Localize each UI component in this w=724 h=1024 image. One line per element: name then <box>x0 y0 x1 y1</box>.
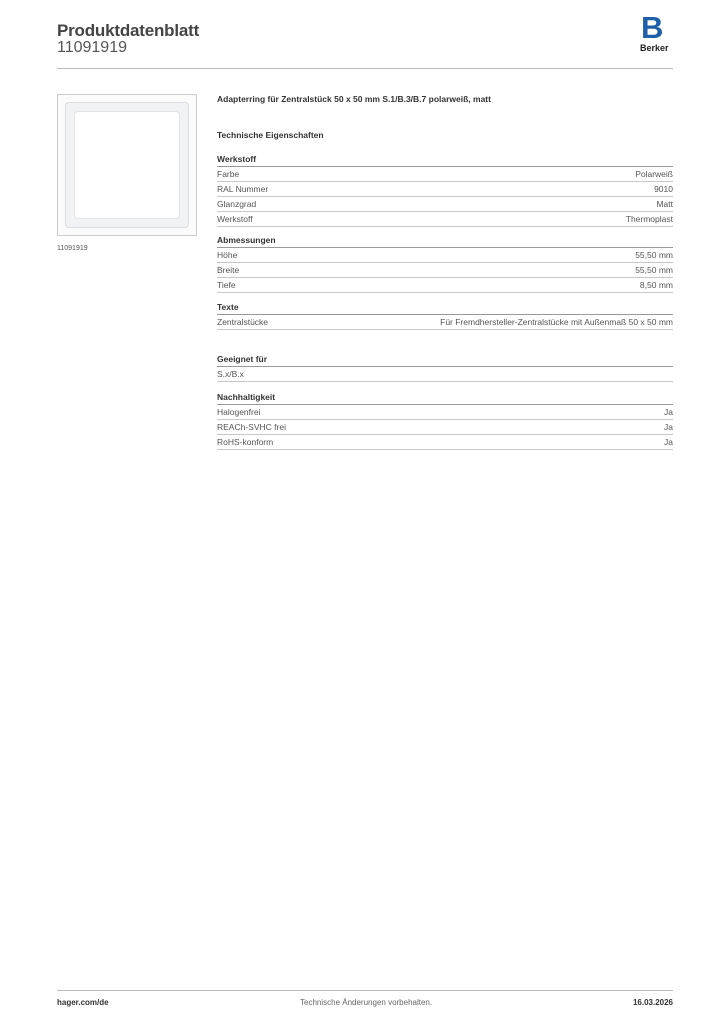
spec-label: Zentralstücke <box>217 317 269 327</box>
spec-value: Polarweiß <box>635 169 673 179</box>
footer-website: hager.com/de <box>57 998 109 1007</box>
spec-label: Tiefe <box>217 280 236 290</box>
section-title: Abmessungen <box>217 235 673 248</box>
section-title: Texte <box>217 302 673 315</box>
adapter-ring-opening <box>75 112 179 218</box>
spec-label: Farbe <box>217 169 240 179</box>
logo-letter: B <box>641 10 664 45</box>
spec-value: 8,50 mm <box>639 280 673 290</box>
spec-row <box>217 182 673 197</box>
spec-value: 9010 <box>654 184 673 194</box>
spec-label: Höhe <box>217 250 238 260</box>
spec-value: Ja <box>664 422 673 432</box>
header-divider <box>57 68 673 69</box>
section-abmessungen <box>217 235 673 293</box>
berker-logo <box>640 10 674 56</box>
spec-content <box>217 94 673 450</box>
tech-heading: Technische Eigenschaften <box>217 130 324 140</box>
image-caption: 11091919 <box>57 245 88 252</box>
section-title: Geeignet für <box>217 354 673 367</box>
spec-row <box>217 263 673 278</box>
logo-text: Berker <box>640 43 669 53</box>
spec-row <box>217 197 673 212</box>
spec-label: Breite <box>217 265 240 275</box>
spec-value: Ja <box>664 407 673 417</box>
spec-label: Halogenfrei <box>217 407 261 417</box>
section-geeignet <box>217 354 673 382</box>
spec-label: RoHS-konform <box>217 437 274 447</box>
spec-row <box>217 405 673 420</box>
spec-value: Für Fremdhersteller-Zentralstücke mit Außenmaß 50 x 50 mm <box>440 317 673 327</box>
spec-row <box>217 278 673 293</box>
section-title: Nachhaltigkeit <box>217 392 673 405</box>
section-title: Werkstoff <box>217 154 673 167</box>
footer-divider <box>57 990 673 991</box>
spec-label: S.x/B.x <box>217 369 244 379</box>
section-nachhaltigkeit <box>217 392 673 450</box>
spec-row <box>217 212 673 227</box>
spec-row <box>217 315 673 330</box>
footer-date: 16.03.2026 <box>632 998 673 1007</box>
spec-row <box>217 367 673 382</box>
spec-label: Glanzgrad <box>217 199 257 209</box>
section-texte <box>217 302 673 330</box>
spec-row <box>217 248 673 263</box>
spec-row <box>217 435 673 450</box>
spec-label: Werkstoff <box>217 214 253 224</box>
spec-value: 55,50 mm <box>635 265 673 275</box>
spec-value: Matt <box>656 199 673 209</box>
spec-row <box>217 420 673 435</box>
spec-value: Ja <box>664 437 673 447</box>
section-werkstoff <box>217 154 673 227</box>
page-title: Produktdatenblatt <box>57 21 200 40</box>
spec-label: REACh-SVHC frei <box>217 422 286 432</box>
spec-value: 55,50 mm <box>635 250 673 260</box>
product-title: Adapterring für Zentralstück 50 x 50 mm S.1/B.3/B.7 polarweiß, matt <box>217 94 491 104</box>
spec-label: RAL Nummer <box>217 184 269 194</box>
spec-value: Thermoplast <box>625 214 673 224</box>
article-number: 11091919 <box>57 39 127 56</box>
adapter-ring-frame <box>65 102 189 228</box>
footer-note: Technische Änderungen vorbehalten. <box>300 998 433 1007</box>
product-image <box>57 94 197 236</box>
spec-row <box>217 167 673 182</box>
